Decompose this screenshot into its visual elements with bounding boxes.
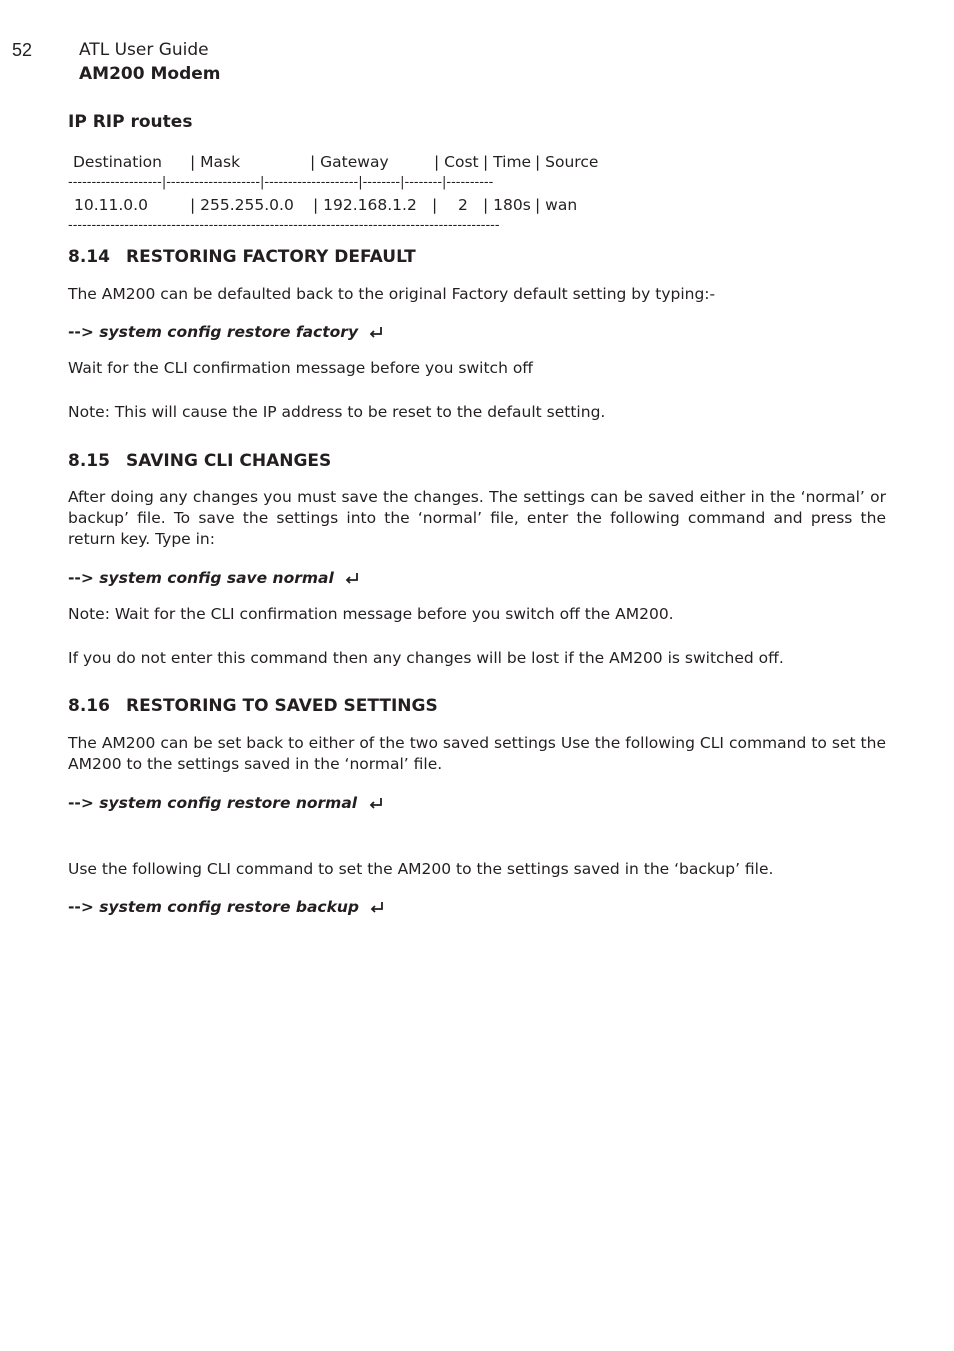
save-warning-text: If you do not enter this command then any changes will be lost if the AM200 is switched off. — [68, 649, 784, 667]
return-key-icon — [369, 326, 383, 338]
command-prompt: --> — [68, 898, 94, 916]
factory-note: Note: This will cause the IP address to be reset to the default setting. — [68, 403, 606, 421]
guide-subtitle: AM200 Modem — [79, 64, 221, 84]
rip-cell-cost-bar: | — [432, 196, 438, 214]
save-command — [68, 569, 359, 587]
section-number: 8.16 — [68, 696, 110, 716]
command-text: system config restore factory — [99, 323, 359, 341]
restore-intro-paragraph: The AM200 can be set back to either of the two saved settings Use the following CLI command to set the AM200 to the settings saved in the ‘normal’ file. — [68, 734, 886, 773]
restore-backup-command — [68, 898, 384, 916]
rip-header-destination: Destination — [73, 153, 162, 171]
save-note: Note: Wait for the CLI confirmation message before you switch off the AM200. — [68, 605, 674, 623]
command-text: system config restore backup — [99, 898, 360, 916]
guide-title: ATL User Guide — [79, 40, 209, 60]
rip-cell-destination: 10.11.0.0 — [74, 196, 148, 214]
command-text: system config save normal — [99, 569, 334, 587]
rip-header-cost: | Cost — [434, 153, 479, 171]
section-heading-8-14 — [68, 247, 416, 267]
rip-cell-source: | wan — [535, 196, 578, 214]
section-title: RESTORING TO SAVED SETTINGS — [126, 696, 438, 716]
rip-bottom-rule: -------------------------------------------------------------------------------------------- — [68, 218, 500, 233]
command-text: system config restore normal — [99, 794, 358, 812]
rip-header-time: | Time — [483, 153, 532, 171]
rip-header-mask: | Mask — [190, 153, 241, 171]
rip-cell-gateway: | 192.168.1.2 — [313, 196, 417, 214]
return-key-icon — [370, 901, 384, 913]
rip-separator: --------------------|--------------------|--------------------|--------|--------|---------- — [68, 175, 494, 190]
section-number: 8.15 — [68, 451, 110, 471]
section-heading-8-15 — [68, 451, 331, 471]
return-key-icon — [369, 797, 383, 809]
factory-wait-text: Wait for the CLI confirmation message before you switch off — [68, 359, 533, 377]
section-title: SAVING CLI CHANGES — [126, 451, 332, 471]
section-number: 8.14 — [68, 247, 110, 267]
save-intro-paragraph: After doing any changes you must save the changes. The settings can be saved either in the ‘normal’ or backup’ file. To save the settings into the ‘normal’ file, enter the following command and press the return key. Type in: — [68, 488, 886, 548]
command-prompt: --> — [68, 323, 94, 341]
factory-intro-text: The AM200 can be defaulted back to the original Factory default setting by typing:- — [68, 285, 716, 303]
factory-command — [68, 323, 383, 341]
command-prompt: --> — [68, 569, 94, 587]
command-prompt: --> — [68, 794, 94, 812]
section-heading-8-16 — [68, 696, 438, 716]
rip-cell-mask: | 255.255.0.0 — [190, 196, 294, 214]
page-number: 52 — [12, 40, 33, 60]
restore-normal-command — [68, 794, 383, 812]
rip-header-gateway: | Gateway — [310, 153, 389, 171]
section-title: RESTORING FACTORY DEFAULT — [126, 247, 416, 267]
rip-header-source: | Source — [535, 153, 599, 171]
rip-heading: IP RIP routes — [68, 112, 193, 132]
return-key-icon — [345, 572, 359, 584]
restore-backup-text: Use the following CLI command to set the AM200 to the settings saved in the ‘backup’ file. — [68, 860, 774, 878]
rip-cell-cost: 2 — [458, 196, 468, 214]
rip-cell-time: | 180s — [483, 196, 531, 214]
